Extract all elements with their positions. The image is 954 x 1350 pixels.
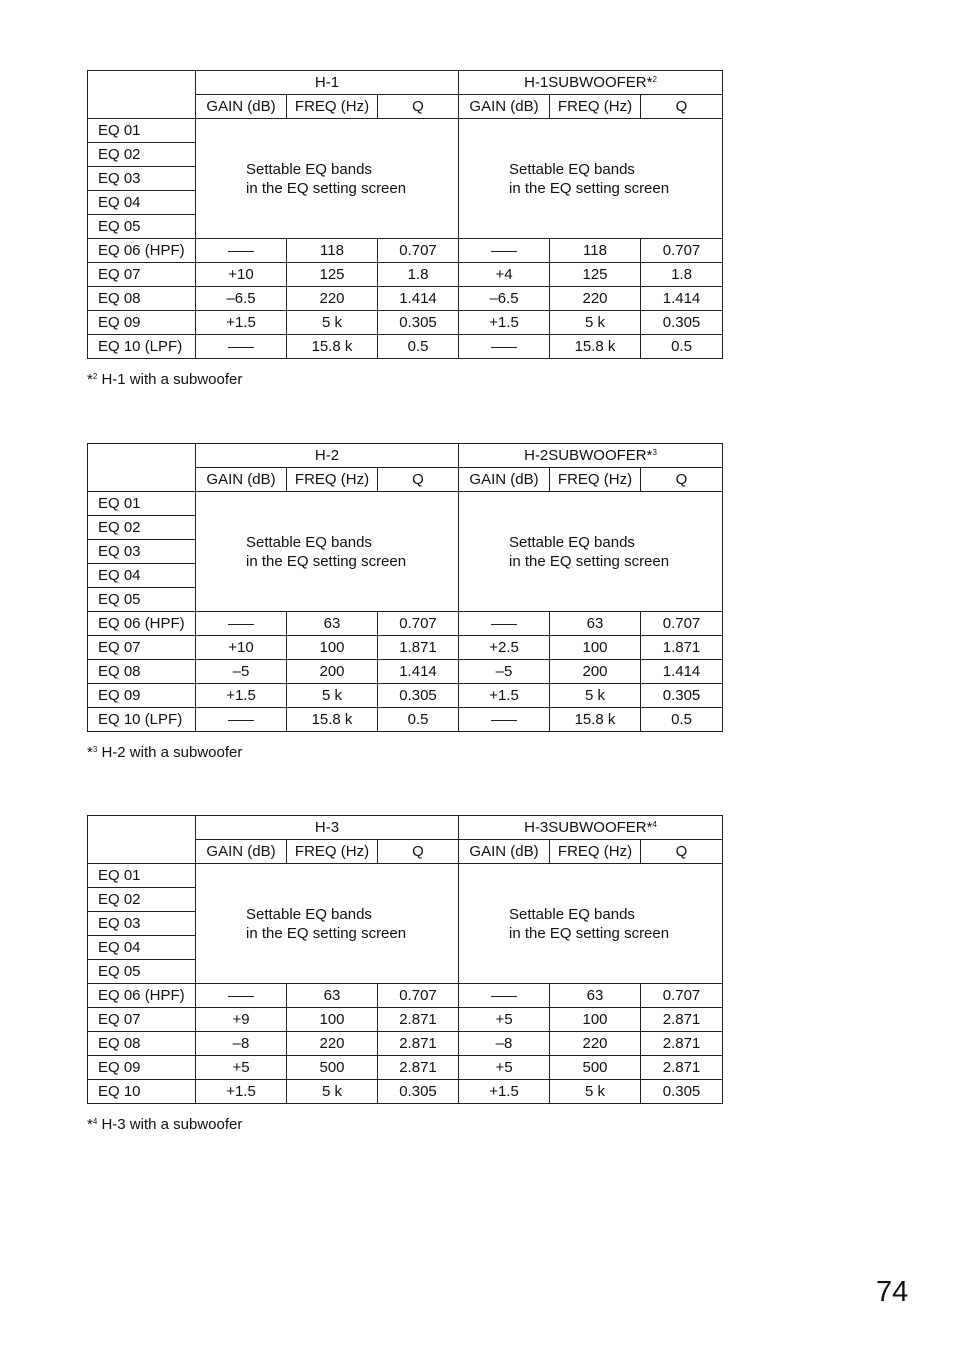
band-label: EQ 02 xyxy=(88,516,196,540)
value-cell: 5 k xyxy=(287,1080,378,1104)
settable-bands-note xyxy=(196,119,459,239)
eq-table xyxy=(87,815,723,1104)
settable-line-1: Settable EQ bands xyxy=(246,905,372,923)
value-cell: +10 xyxy=(196,263,287,287)
value-cell: 220 xyxy=(550,1032,641,1056)
band-label: EQ 04 xyxy=(88,191,196,215)
value-cell: 0.305 xyxy=(641,684,723,708)
value-cell: 1.414 xyxy=(641,287,723,311)
footnote-number: 3 xyxy=(92,745,98,754)
eq-table xyxy=(87,443,723,732)
value-cell: 1.414 xyxy=(641,660,723,684)
value-cell: 5 k xyxy=(550,311,641,335)
eq-table-block xyxy=(87,70,722,359)
value-cell: 1.871 xyxy=(378,636,459,660)
settable-line-1: Settable EQ bands xyxy=(509,905,635,923)
value-cell: 0.305 xyxy=(378,1080,459,1104)
band-label: EQ 05 xyxy=(88,960,196,984)
band-label: EQ 09 xyxy=(88,684,196,708)
table-row xyxy=(88,612,723,636)
value-cell: 5 k xyxy=(287,684,378,708)
value-cell: 2.871 xyxy=(641,1056,723,1080)
value-cell: –6.5 xyxy=(459,287,550,311)
value-cell: 0.305 xyxy=(378,311,459,335)
band-label: EQ 10 (LPF) xyxy=(88,708,196,732)
value-cell: 63 xyxy=(287,612,378,636)
settable-line-2: in the EQ setting screen xyxy=(509,179,670,197)
band-label: EQ 07 xyxy=(88,1008,196,1032)
model-subwoofer-name: H-1SUBWOOFER* xyxy=(524,74,653,91)
band-label: EQ 10 xyxy=(88,1080,196,1104)
value-cell: 15.8 k xyxy=(550,335,641,359)
value-cell xyxy=(459,239,550,263)
value-cell: 63 xyxy=(550,612,641,636)
value-cell xyxy=(196,239,287,263)
value-cell: 100 xyxy=(287,1008,378,1032)
settable-line-1: Settable EQ bands xyxy=(509,533,635,551)
not-applicable-dash xyxy=(491,251,517,252)
value-cell: +5 xyxy=(459,1056,550,1080)
column-header-q: Q xyxy=(378,468,459,492)
column-header-q: Q xyxy=(641,95,723,119)
value-cell: +5 xyxy=(459,1008,550,1032)
value-cell: 2.871 xyxy=(641,1008,723,1032)
value-cell: 125 xyxy=(550,263,641,287)
band-label: EQ 03 xyxy=(88,912,196,936)
value-cell: 100 xyxy=(550,1008,641,1032)
table-row xyxy=(88,1080,723,1104)
not-applicable-dash xyxy=(228,624,254,625)
table-row xyxy=(88,1032,723,1056)
model-name: H-2 xyxy=(314,447,340,464)
table-header-row xyxy=(88,71,723,95)
value-cell: 63 xyxy=(550,984,641,1008)
not-applicable-dash xyxy=(228,251,254,252)
value-cell xyxy=(196,984,287,1008)
value-cell: 5 k xyxy=(550,1080,641,1104)
settable-bands-note xyxy=(459,492,723,612)
table-row xyxy=(88,660,723,684)
value-cell: 0.5 xyxy=(378,708,459,732)
model-header xyxy=(196,816,459,840)
value-cell: +1.5 xyxy=(196,1080,287,1104)
value-cell xyxy=(459,708,550,732)
value-cell: –5 xyxy=(196,660,287,684)
value-cell: 1.414 xyxy=(378,660,459,684)
value-cell: 0.707 xyxy=(378,984,459,1008)
value-cell: +9 xyxy=(196,1008,287,1032)
footnote-number: 2 xyxy=(92,372,98,381)
footnote-text: H-1 with a subwoofer xyxy=(101,371,243,388)
value-cell: 0.707 xyxy=(641,239,723,263)
value-cell xyxy=(196,612,287,636)
settable-line-2: in the EQ setting screen xyxy=(246,179,407,197)
footnote-marker: *$^4$ xyxy=(87,1116,98,1133)
table-row xyxy=(88,708,723,732)
table-row xyxy=(88,1008,723,1032)
value-cell xyxy=(459,984,550,1008)
corner-cell xyxy=(88,71,196,119)
table-row xyxy=(88,984,723,1008)
value-cell: 0.707 xyxy=(378,239,459,263)
column-header-freq: FREQ (Hz) xyxy=(550,468,641,492)
settable-bands-note xyxy=(459,119,723,239)
table-row xyxy=(88,1056,723,1080)
column-header-gain: GAIN (dB) xyxy=(459,95,550,119)
band-label: EQ 06 (HPF) xyxy=(88,239,196,263)
settable-line-1: Settable EQ bands xyxy=(246,160,372,178)
value-cell: 5 k xyxy=(550,684,641,708)
value-cell: 0.305 xyxy=(641,1080,723,1104)
settable-line-2: in the EQ setting screen xyxy=(246,924,407,942)
value-cell: +4 xyxy=(459,263,550,287)
footnote-number: 4 xyxy=(92,1117,98,1126)
value-cell: 0.5 xyxy=(641,708,723,732)
value-cell xyxy=(459,612,550,636)
column-header-q: Q xyxy=(378,95,459,119)
model-header xyxy=(196,444,459,468)
value-cell: 1.871 xyxy=(641,636,723,660)
value-cell: 0.5 xyxy=(378,335,459,359)
value-cell: 1.8 xyxy=(378,263,459,287)
value-cell: –8 xyxy=(196,1032,287,1056)
table-header-row xyxy=(88,444,723,468)
settable-line-2: in the EQ setting screen xyxy=(509,552,670,570)
value-cell: –8 xyxy=(459,1032,550,1056)
footnote-text: H-2 with a subwoofer xyxy=(101,744,243,761)
value-cell xyxy=(459,335,550,359)
value-cell: 2.871 xyxy=(378,1008,459,1032)
value-cell: 2.871 xyxy=(641,1032,723,1056)
value-cell: 500 xyxy=(287,1056,378,1080)
value-cell: 0.5 xyxy=(641,335,723,359)
page-number: 74 xyxy=(876,1276,909,1308)
value-cell: +1.5 xyxy=(459,1080,550,1104)
not-applicable-dash xyxy=(491,720,517,721)
band-label: EQ 07 xyxy=(88,263,196,287)
value-cell: 1.414 xyxy=(378,287,459,311)
column-header-freq: FREQ (Hz) xyxy=(550,95,641,119)
value-cell: 118 xyxy=(550,239,641,263)
footnote xyxy=(87,1116,242,1133)
model-subwoofer-header xyxy=(459,444,723,468)
value-cell: +1.5 xyxy=(196,311,287,335)
not-applicable-dash xyxy=(491,347,517,348)
column-header-freq: FREQ (Hz) xyxy=(550,840,641,864)
band-label: EQ 10 (LPF) xyxy=(88,335,196,359)
band-label: EQ 03 xyxy=(88,167,196,191)
column-header-freq: FREQ (Hz) xyxy=(287,95,378,119)
not-applicable-dash xyxy=(491,996,517,997)
settable-line-2: in the EQ setting screen xyxy=(246,552,407,570)
model-subwoofer-header xyxy=(459,71,723,95)
column-header-gain: GAIN (dB) xyxy=(196,468,287,492)
value-cell: 0.707 xyxy=(378,612,459,636)
column-header-q: Q xyxy=(641,468,723,492)
band-label: EQ 08 xyxy=(88,1032,196,1056)
value-cell: 2.871 xyxy=(378,1056,459,1080)
band-label: EQ 09 xyxy=(88,1056,196,1080)
model-name: H-1 xyxy=(314,74,340,91)
not-applicable-dash xyxy=(228,720,254,721)
value-cell: 220 xyxy=(550,287,641,311)
value-cell: +1.5 xyxy=(196,684,287,708)
band-label: EQ 07 xyxy=(88,636,196,660)
value-cell: 100 xyxy=(550,636,641,660)
footnote-text: H-3 with a subwoofer xyxy=(101,1116,243,1133)
settable-line-2: in the EQ setting screen xyxy=(509,924,670,942)
band-label: EQ 04 xyxy=(88,936,196,960)
band-label: EQ 02 xyxy=(88,888,196,912)
table-row xyxy=(88,119,723,143)
band-label: EQ 02 xyxy=(88,143,196,167)
band-label: EQ 09 xyxy=(88,311,196,335)
column-header-q: Q xyxy=(641,840,723,864)
footnote-mark: 4 xyxy=(652,820,657,829)
value-cell: +2.5 xyxy=(459,636,550,660)
column-header-q: Q xyxy=(378,840,459,864)
band-label: EQ 08 xyxy=(88,660,196,684)
value-cell: 220 xyxy=(287,1032,378,1056)
eq-table-block xyxy=(87,815,722,1104)
table-row xyxy=(88,311,723,335)
footnote xyxy=(87,744,242,761)
column-header-freq: FREQ (Hz) xyxy=(287,840,378,864)
value-cell xyxy=(196,708,287,732)
table-row xyxy=(88,263,723,287)
table-row xyxy=(88,864,723,888)
value-cell: 0.305 xyxy=(378,684,459,708)
band-label: EQ 01 xyxy=(88,864,196,888)
band-label: EQ 06 (HPF) xyxy=(88,612,196,636)
value-cell: +1.5 xyxy=(459,311,550,335)
value-cell: 220 xyxy=(287,287,378,311)
value-cell: 200 xyxy=(550,660,641,684)
footnote-marker: *$^2$ xyxy=(87,371,98,388)
value-cell: 2.871 xyxy=(378,1032,459,1056)
band-label: EQ 03 xyxy=(88,540,196,564)
value-cell: +1.5 xyxy=(459,684,550,708)
value-cell: 125 xyxy=(287,263,378,287)
value-cell: 118 xyxy=(287,239,378,263)
table-header-row xyxy=(88,816,723,840)
value-cell: +10 xyxy=(196,636,287,660)
footnote-mark: 3 xyxy=(652,448,657,457)
table-row xyxy=(88,636,723,660)
value-cell: 15.8 k xyxy=(550,708,641,732)
table-row xyxy=(88,239,723,263)
eq-table-block xyxy=(87,443,722,732)
model-name: H-3 xyxy=(314,819,340,836)
not-applicable-dash xyxy=(491,624,517,625)
not-applicable-dash xyxy=(228,996,254,997)
band-label: EQ 01 xyxy=(88,492,196,516)
footnote-marker: *$^3$ xyxy=(87,744,98,761)
value-cell: 0.305 xyxy=(641,311,723,335)
eq-table xyxy=(87,70,723,359)
band-label: EQ 05 xyxy=(88,215,196,239)
settable-line-1: Settable EQ bands xyxy=(246,533,372,551)
settable-bands-note xyxy=(459,864,723,984)
band-label: EQ 05 xyxy=(88,588,196,612)
column-header-gain: GAIN (dB) xyxy=(459,468,550,492)
settable-bands-note xyxy=(196,492,459,612)
value-cell: 200 xyxy=(287,660,378,684)
value-cell: 1.8 xyxy=(641,263,723,287)
value-cell: +5 xyxy=(196,1056,287,1080)
value-cell: 0.707 xyxy=(641,984,723,1008)
column-header-gain: GAIN (dB) xyxy=(196,840,287,864)
model-subwoofer-name: H-3SUBWOOFER* xyxy=(524,819,653,836)
value-cell: –5 xyxy=(459,660,550,684)
band-label: EQ 04 xyxy=(88,564,196,588)
model-header xyxy=(196,71,459,95)
model-subwoofer-header xyxy=(459,816,723,840)
column-header-freq: FREQ (Hz) xyxy=(287,468,378,492)
model-subwoofer-name: H-2SUBWOOFER* xyxy=(524,447,653,464)
value-cell: 0.707 xyxy=(641,612,723,636)
table-row xyxy=(88,287,723,311)
value-cell: 63 xyxy=(287,984,378,1008)
band-label: EQ 01 xyxy=(88,119,196,143)
table-row xyxy=(88,492,723,516)
footnote xyxy=(87,371,242,388)
footnote-mark: 2 xyxy=(652,75,657,84)
band-label: EQ 06 (HPF) xyxy=(88,984,196,1008)
value-cell xyxy=(196,335,287,359)
column-header-gain: GAIN (dB) xyxy=(459,840,550,864)
corner-cell xyxy=(88,444,196,492)
value-cell: –6.5 xyxy=(196,287,287,311)
value-cell: 5 k xyxy=(287,311,378,335)
corner-cell xyxy=(88,816,196,864)
value-cell: 500 xyxy=(550,1056,641,1080)
value-cell: 15.8 k xyxy=(287,335,378,359)
value-cell: 15.8 k xyxy=(287,708,378,732)
table-row xyxy=(88,335,723,359)
settable-line-1: Settable EQ bands xyxy=(509,160,635,178)
column-header-gain: GAIN (dB) xyxy=(196,95,287,119)
not-applicable-dash xyxy=(228,347,254,348)
band-label: EQ 08 xyxy=(88,287,196,311)
settable-bands-note xyxy=(196,864,459,984)
table-row xyxy=(88,684,723,708)
value-cell: 100 xyxy=(287,636,378,660)
